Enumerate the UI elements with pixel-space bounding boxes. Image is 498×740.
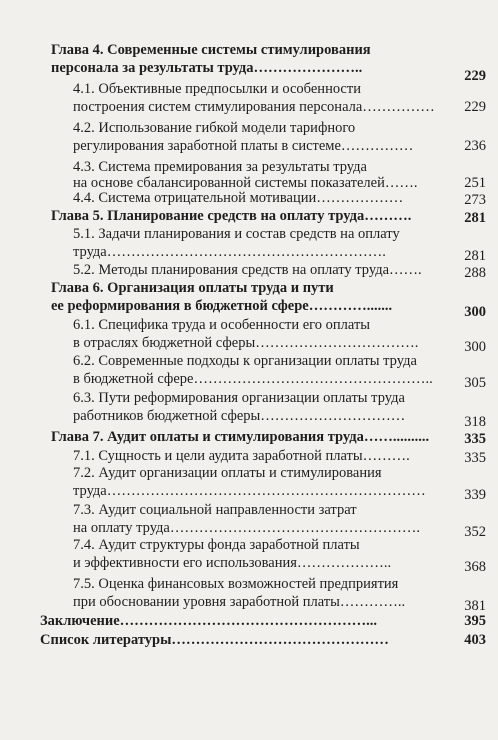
toc-entry-title: 4.4. Система отрицательной мотивации……………… xyxy=(73,190,404,206)
toc-entry-title: труда………………………………………………………… xyxy=(73,483,426,499)
toc-page-number: 300 xyxy=(464,304,486,320)
toc-entry-title: Заключение……………………………………………... xyxy=(40,613,378,629)
toc-entry-title: 5.2. Методы планирования средств на оплату труда……. xyxy=(73,262,422,278)
toc-page-number: 251 xyxy=(464,175,486,191)
toc-entry-title: труда…………………………………………………. xyxy=(73,244,386,260)
toc-entry-title: на оплату труда……………………………………………. xyxy=(73,520,420,536)
toc-entry-title: 6.2. Современные подходы к организации оплаты труда xyxy=(73,353,417,369)
toc-entry-title: Глава 7. Аудит оплаты и стимулирования труда…….......... xyxy=(51,429,430,445)
toc-entry-title: 4.1. Объективные предпосылки и особенности xyxy=(73,81,361,97)
toc-entry-title: 7.2. Аудит организации оплаты и стимулирования xyxy=(73,465,382,481)
toc-entry-title: персонала за результаты труда………………….. xyxy=(51,60,363,76)
toc-entry-title: 4.3. Система премирования за результаты труда xyxy=(73,159,367,175)
toc-entry-title: Глава 5. Планирование средств на оплату труда………. xyxy=(51,208,412,224)
toc-entry-title: 7.3. Аудит социальной направленности затрат xyxy=(73,502,357,518)
toc-entry-title: и эффективности его использования……………….. xyxy=(73,555,392,571)
toc-page-number: 236 xyxy=(464,138,486,154)
toc-entry-title: в бюджетной сфере………………………………………….. xyxy=(73,371,433,387)
toc-page-number: 229 xyxy=(464,68,486,84)
toc-entry-title: Список литературы……………………………………… xyxy=(40,632,389,648)
toc-entry-title: работников бюджетной сферы………………………… xyxy=(73,408,406,424)
toc-entry-title: Глава 6. Организация оплаты труда и пути xyxy=(51,280,334,296)
toc-entry-title: построения систем стимулирования персонала…………… xyxy=(73,99,435,115)
toc-page-number: 381 xyxy=(464,598,486,614)
toc-entry-title: 7.4. Аудит структуры фонда заработной платы xyxy=(73,537,360,553)
toc-page-number: 335 xyxy=(464,450,486,466)
toc-page-number: 300 xyxy=(464,339,486,355)
toc-page-number: 318 xyxy=(464,414,486,430)
toc-page-number: 335 xyxy=(464,431,486,447)
toc-entry-title: 5.1. Задачи планирования и состав средств на оплату xyxy=(73,226,400,242)
toc-page-number: 395 xyxy=(464,613,486,629)
toc-page-number: 339 xyxy=(464,487,486,503)
toc-entry-title: регулирования заработной платы в системе…………… xyxy=(73,138,414,154)
toc-entry-title: 7.5. Оценка финансовых возможностей предприятия xyxy=(73,576,399,592)
toc-entry-title: ее реформирования в бюджетной сфере…………....... xyxy=(51,298,393,314)
toc-page-number: 368 xyxy=(464,559,486,575)
toc-entry-title: 7.1. Сущность и цели аудита заработной платы………. xyxy=(73,448,410,464)
toc-entry-title: в отраслях бюджетной сферы……………………………. xyxy=(73,335,419,351)
toc-entry-title: на основе сбалансированной системы показателей……. xyxy=(73,175,418,191)
toc-page-number: 273 xyxy=(464,192,486,208)
toc-page-number: 229 xyxy=(464,99,486,115)
toc-entry-title: при обосновании уровня заработной платы………….. xyxy=(73,594,406,610)
toc-entry-title: Глава 4. Современные системы стимулирования xyxy=(51,42,371,58)
toc-page-number: 281 xyxy=(464,210,486,226)
toc-entry-title: 4.2. Использование гибкой модели тарифного xyxy=(73,120,356,136)
toc-page-number: 352 xyxy=(464,524,486,540)
toc-page-number: 403 xyxy=(464,632,486,648)
toc-entry-title: 6.3. Пути реформирования организации оплаты труда xyxy=(73,390,405,406)
toc-page-number: 288 xyxy=(464,265,486,281)
toc-page-number: 281 xyxy=(464,248,486,264)
toc-page-number: 305 xyxy=(464,375,486,391)
toc-entry-title: 6.1. Специфика труда и особенности его оплаты xyxy=(73,317,371,333)
